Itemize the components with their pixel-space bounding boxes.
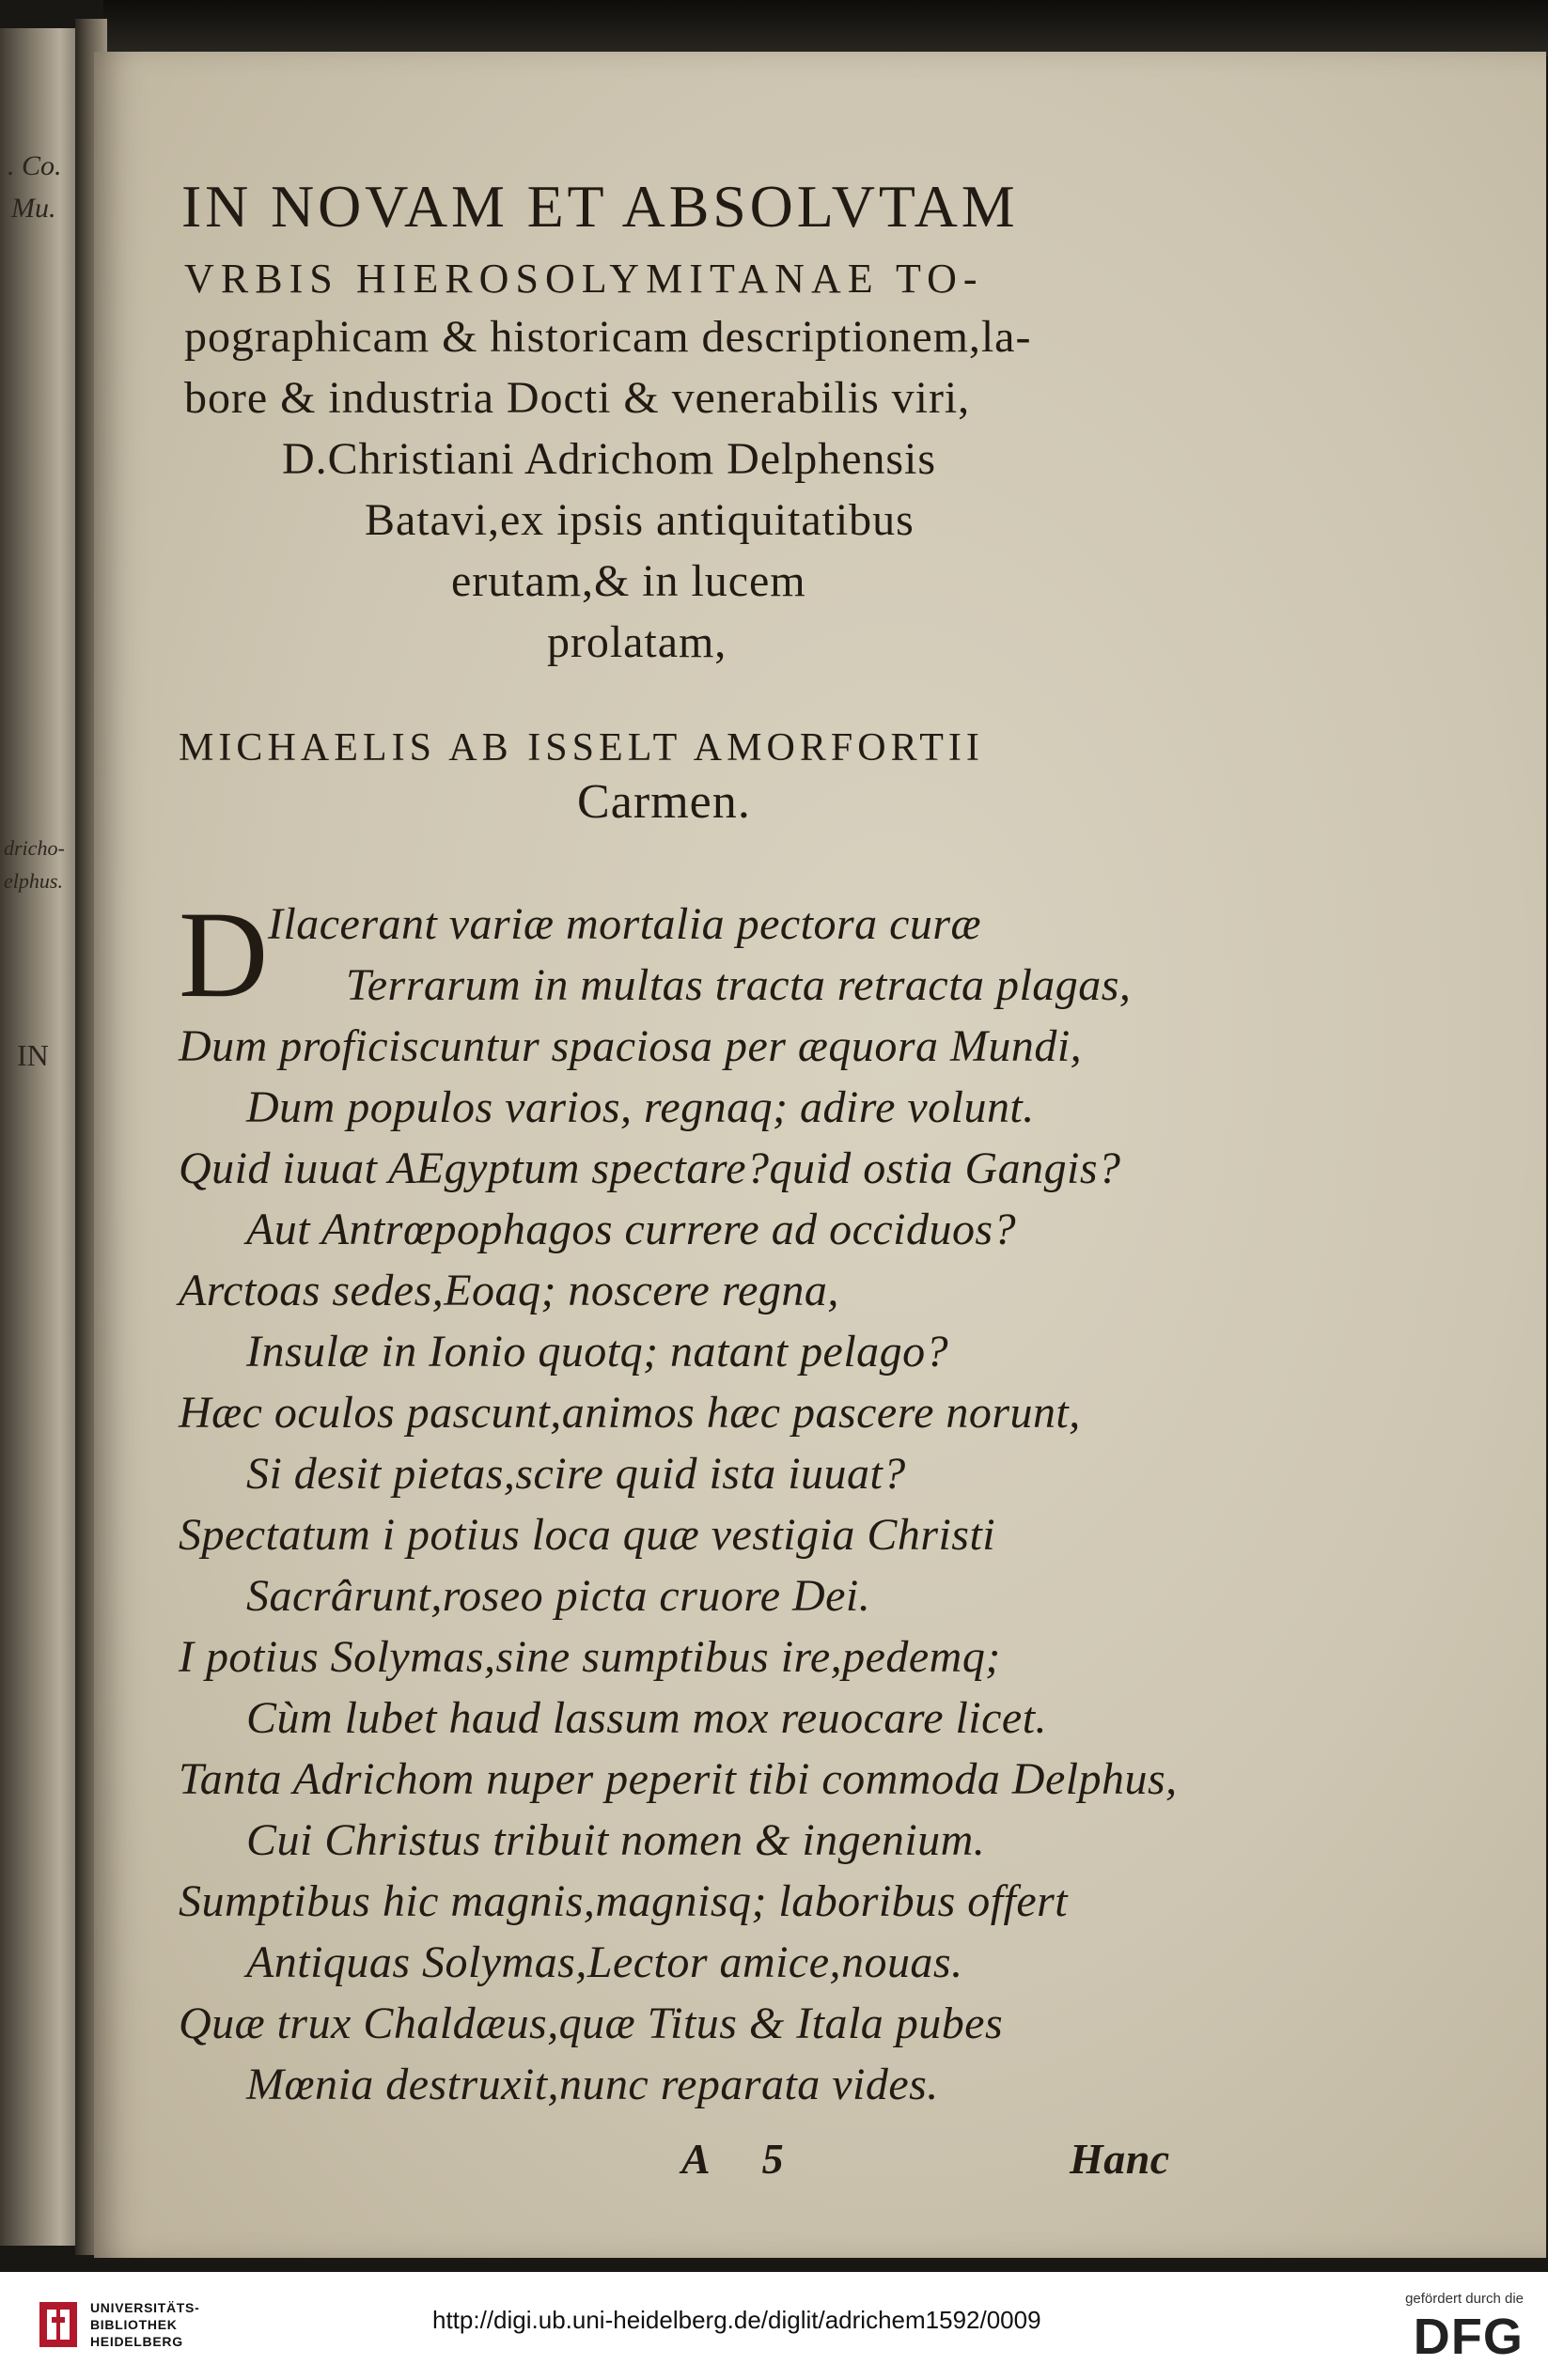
poem-line: Insulæ in Ionio quotq; natant pelago? [246,1327,949,1377]
title-line: bore & industria Docti & venerabilis viri, [184,373,971,423]
poem-line: Mœnia destruxit,nunc reparata vides. [246,2060,939,2109]
margin-note: dricho- [4,836,65,860]
poem-line: Sumptibus hic magnis,magnisq; laboribus offert [179,1876,1069,1926]
page-top-edge [103,0,1548,56]
poem-line: Dum proficiscuntur spaciosa per æquora Mundi, [179,1021,1083,1071]
poem-line: Tanta Adrichom nuper peperit tibi commoda Delphus, [179,1754,1178,1804]
poem-line: Antiquas Solymas,Lector amice,nouas. [246,1937,963,1987]
poem-line: Sacrârunt,roseo picta cruore Dei. [246,1571,871,1621]
margin-note: . Co. [8,150,62,181]
title-line: Batavi,ex ipsis antiquitatibus [365,495,915,545]
poem-line: I potius Solymas,sine sumptibus ire,pedemq; [179,1632,1001,1682]
poem-line: Hæc oculos pascunt,animos hæc pascere norunt, [179,1388,1081,1438]
poem-line: Cùm lubet haud lassum mox reuocare licet. [246,1693,1047,1743]
margin-note: IN [17,1038,49,1072]
catchword: Hanc [1070,2135,1170,2183]
poem-line: Terrarum in multas tracta retracta plagas, [346,960,1132,1010]
margin-note: elphus. [4,869,63,893]
title-line: IN NOVAM ET ABSOLVTAM [181,173,1019,240]
author-heading: MICHAELIS AB ISSELT AMORFORTII [179,726,984,770]
dfg-logo: DFG [1413,2309,1524,2365]
library-name-line: BIBLIOTHEK [90,2317,178,2332]
author-subheading: Carmen. [577,775,751,829]
title-line: prolatam, [547,617,727,667]
poem-line: Aut Antrœpophagos currere ad occiduos? [246,1205,1017,1254]
poem-line: Si desit pietas,scire quid ista iuuat? [246,1449,906,1499]
poem-line: Dum populos varios, regnaq; adire volunt. [246,1082,1035,1132]
title-line: VRBIS HIEROSOLYMITANAE TO- [184,256,984,302]
facing-page-edge [0,28,75,2246]
signature-mark: A 5 [681,2135,805,2183]
poem-line: Quæ trux Chaldæus,quæ Titus & Itala pubes [179,1999,1004,2048]
title-line: erutam,& in lucem [451,556,806,606]
title-line: pographicam & historicam descriptionem,la- [184,312,1032,362]
funding-label: gefördert durch die [1405,2291,1524,2307]
poem-line: Quid iuuat AEgyptum spectare?quid ostia Gangis? [179,1143,1121,1193]
footer-bar [0,2272,1548,2380]
poem-line: Arctoas sedes,Eoaq; noscere regna, [179,1266,839,1315]
library-name-line: HEIDELBERG [90,2334,183,2349]
poem-line: Ilacerant variæ mortalia pectora curæ [268,899,982,949]
drop-cap: D [179,885,269,1023]
title-line: D.Christiani Adrichom Delphensis [282,434,936,484]
margin-note: Mu. [11,193,56,224]
library-name-line: UNIVERSITÄTS- [90,2300,200,2315]
university-library-logo-icon [39,2302,77,2347]
poem-line: Cui Christus tribuit nomen & ingenium. [246,1815,986,1865]
poem-line: Spectatum i potius loca quæ vestigia Christi [179,1510,996,1560]
permalink-url[interactable]: http://digi.ub.uni-heidelberg.de/diglit/adrichem1592/0009 [432,2306,1041,2334]
